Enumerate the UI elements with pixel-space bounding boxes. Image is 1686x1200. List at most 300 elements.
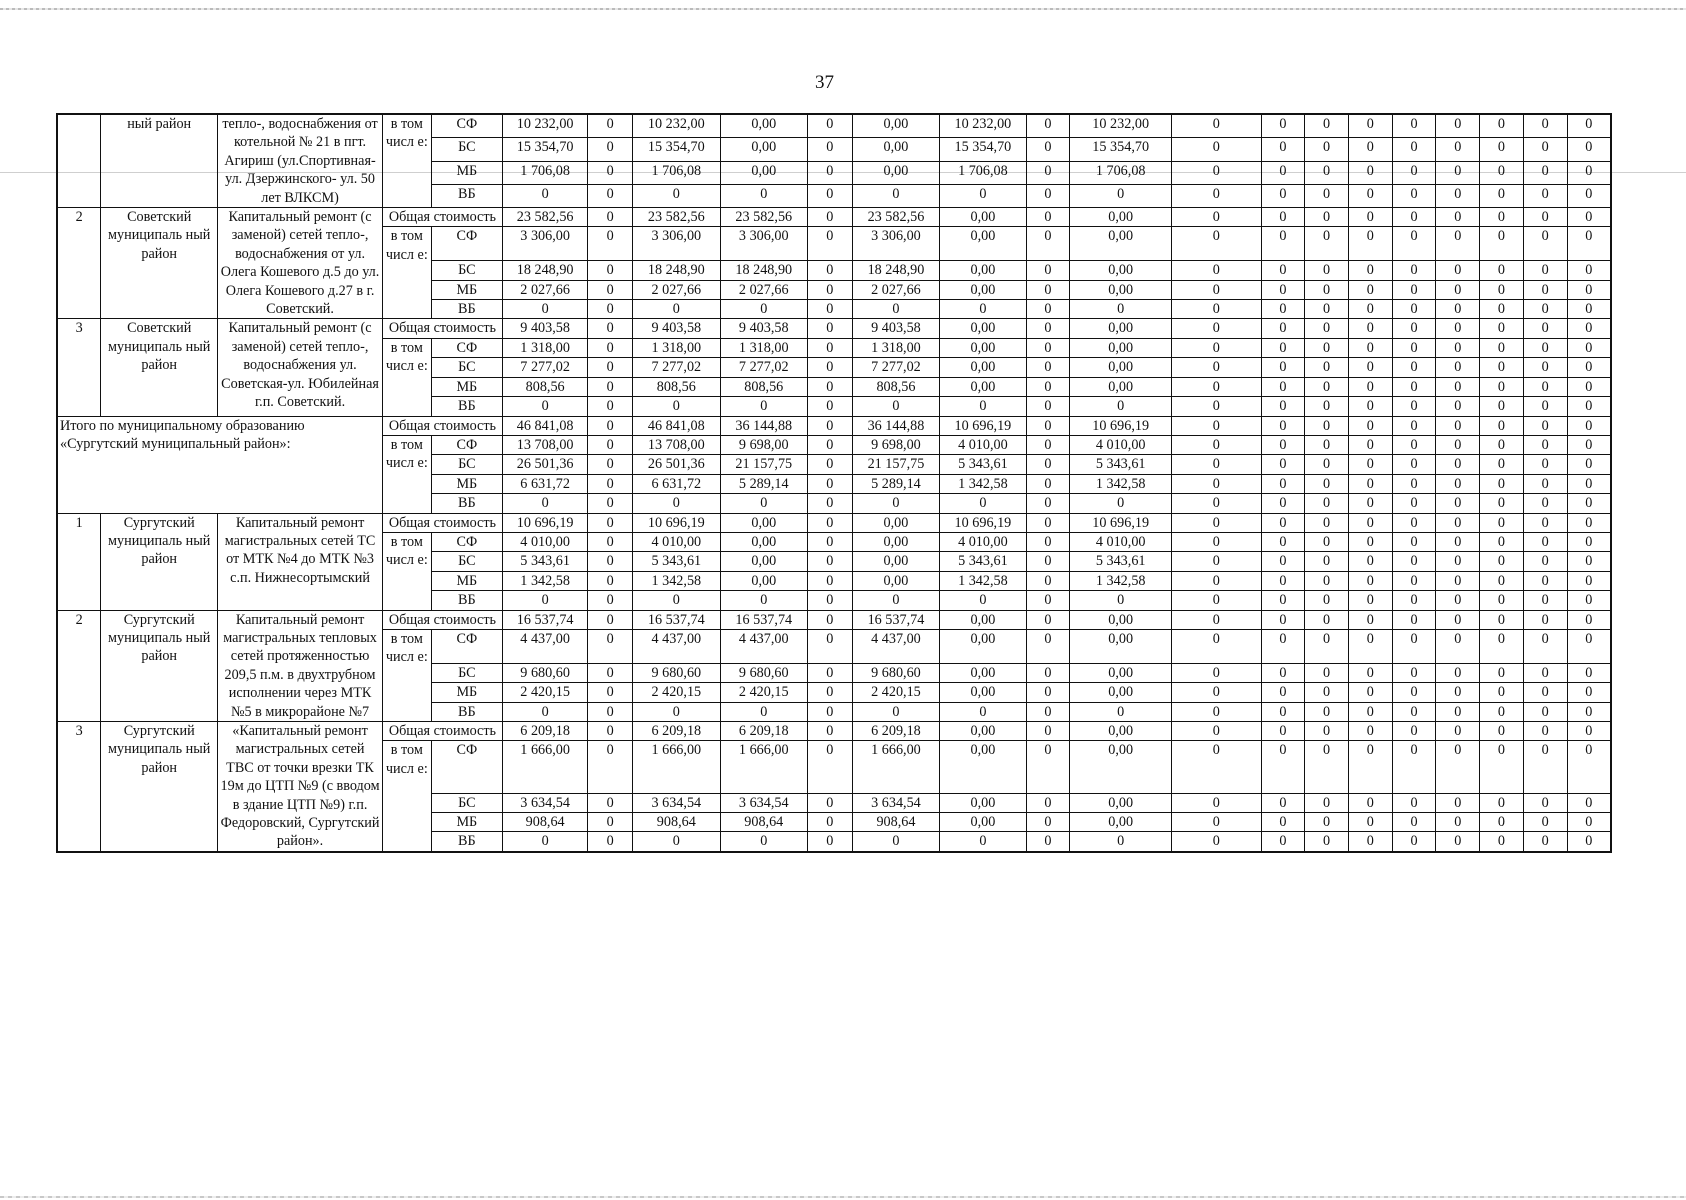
value-cell: 0 (1305, 435, 1349, 454)
value-cell: 0 (588, 610, 633, 629)
value-cell: 0 (1392, 161, 1436, 184)
value-cell: 0 (1172, 832, 1261, 852)
value-cell: 0 (1348, 280, 1392, 299)
value-cell: 0 (1523, 702, 1567, 721)
table-row (57, 114, 1611, 138)
value-cell: 0 (807, 319, 852, 338)
district-name: Сургутский муниципаль ный район (101, 513, 218, 610)
value-cell: 0 (1480, 227, 1524, 261)
value-cell: 0 (1392, 319, 1436, 338)
value-cell: 0 (588, 338, 633, 357)
value-cell: 10 696,19 (1070, 416, 1172, 435)
funding-source: СФ (431, 741, 502, 793)
value-cell: 6 209,18 (720, 722, 807, 741)
value-cell: 0 (1436, 319, 1480, 338)
funding-source: БС (431, 138, 502, 161)
value-cell: 0 (1567, 338, 1611, 357)
value-cell: 0 (1567, 813, 1611, 832)
value-cell: 0 (1480, 571, 1524, 590)
value-cell: 10 696,19 (502, 513, 587, 532)
value-cell: 0 (1348, 793, 1392, 812)
value-cell: 0 (502, 397, 587, 416)
value-cell: 0,00 (720, 513, 807, 532)
value-cell: 0 (1026, 161, 1070, 184)
value-cell: 0,00 (940, 741, 1026, 793)
value-cell: 0 (1480, 629, 1524, 663)
value-cell: 0 (1305, 319, 1349, 338)
value-cell: 0 (1480, 552, 1524, 571)
value-cell: 0 (1567, 513, 1611, 532)
value-cell: 0,00 (852, 513, 939, 532)
value-cell: 0 (807, 702, 852, 721)
value-cell: 0 (1026, 474, 1070, 493)
value-cell: 2 027,66 (852, 280, 939, 299)
value-cell: 0 (1348, 741, 1392, 793)
total-cost-label: Общая стоимость (382, 208, 502, 227)
value-cell: 0 (807, 261, 852, 280)
value-cell: 0 (1392, 813, 1436, 832)
value-cell: 0 (1305, 138, 1349, 161)
value-cell: 0 (1261, 591, 1305, 610)
value-cell: 0 (807, 416, 852, 435)
value-cell: 0 (1261, 813, 1305, 832)
value-cell: 0 (1348, 591, 1392, 610)
funding-source: СФ (431, 114, 502, 138)
value-cell: 0 (1480, 474, 1524, 493)
value-cell: 9 403,58 (720, 319, 807, 338)
value-cell: 0 (1261, 161, 1305, 184)
value-cell: 0 (807, 683, 852, 702)
value-cell: 0 (807, 722, 852, 741)
value-cell: 0 (1261, 793, 1305, 812)
value-cell: 0 (1026, 571, 1070, 590)
value-cell: 0 (633, 494, 720, 513)
value-cell: 0 (1348, 184, 1392, 207)
value-cell: 0 (807, 138, 852, 161)
value-cell: 0 (807, 338, 852, 357)
value-cell: 0 (1026, 397, 1070, 416)
value-cell: 0 (1172, 683, 1261, 702)
value-cell: 0,00 (720, 571, 807, 590)
value-cell: 0 (1172, 513, 1261, 532)
value-cell: 0 (1436, 377, 1480, 396)
value-cell: 0 (1172, 591, 1261, 610)
value-cell: 0,00 (720, 138, 807, 161)
value-cell: 0 (1436, 358, 1480, 377)
including-label: в том числ е: (382, 629, 431, 721)
total-label: Итого по муниципальному образованию «Сургутский муниципальный район»: (57, 416, 382, 513)
value-cell: 0 (940, 184, 1026, 207)
value-cell: 4 437,00 (852, 629, 939, 663)
value-cell: 4 437,00 (633, 629, 720, 663)
value-cell: 0,00 (720, 552, 807, 571)
value-cell: 0 (1348, 377, 1392, 396)
value-cell: 0 (1567, 683, 1611, 702)
value-cell: 0 (1523, 261, 1567, 280)
funding-source: БС (431, 552, 502, 571)
value-cell: 0 (1261, 435, 1305, 454)
value-cell: 0 (1026, 208, 1070, 227)
funding-source: БС (431, 261, 502, 280)
value-cell: 0 (588, 591, 633, 610)
value-cell: 0 (1026, 227, 1070, 261)
value-cell: 0,00 (940, 280, 1026, 299)
value-cell: 0 (1436, 114, 1480, 138)
value-cell: 1 706,08 (502, 161, 587, 184)
value-cell: 1 342,58 (1070, 571, 1172, 590)
value-cell: 0 (807, 532, 852, 551)
value-cell: 0 (588, 494, 633, 513)
value-cell: 0 (1523, 832, 1567, 852)
value-cell: 10 696,19 (633, 513, 720, 532)
value-cell: 1 342,58 (940, 571, 1026, 590)
value-cell: 0 (502, 702, 587, 721)
value-cell: 808,56 (720, 377, 807, 396)
value-cell: 0 (1480, 610, 1524, 629)
value-cell: 0 (1523, 397, 1567, 416)
value-cell: 0,00 (940, 319, 1026, 338)
value-cell: 0 (1436, 741, 1480, 793)
value-cell: 0,00 (852, 161, 939, 184)
value-cell: 0 (1261, 571, 1305, 590)
value-cell: 3 306,00 (502, 227, 587, 261)
value-cell: 7 277,02 (720, 358, 807, 377)
value-cell: 0,00 (1070, 319, 1172, 338)
value-cell: 0 (1305, 184, 1349, 207)
value-cell: 0 (1392, 610, 1436, 629)
value-cell: 0 (1348, 138, 1392, 161)
value-cell: 0 (1172, 114, 1261, 138)
value-cell: 0,00 (1070, 227, 1172, 261)
value-cell: 0,00 (1070, 261, 1172, 280)
value-cell: 0 (502, 184, 587, 207)
value-cell: 4 010,00 (940, 532, 1026, 551)
value-cell: 16 537,74 (852, 610, 939, 629)
value-cell: 0 (1392, 208, 1436, 227)
value-cell: 0 (1305, 455, 1349, 474)
value-cell: 0 (1567, 722, 1611, 741)
value-cell: 0 (1261, 474, 1305, 493)
value-cell: 908,64 (502, 813, 587, 832)
value-cell: 0 (1026, 138, 1070, 161)
value-cell: 0 (1348, 114, 1392, 138)
value-cell: 0 (940, 832, 1026, 852)
value-cell: 0 (1523, 683, 1567, 702)
value-cell: 0 (1261, 702, 1305, 721)
project-name: Капитальный ремонт (с заменой) сетей тепло-, водоснабжения от ул. Олега Кошевого д.5 до ул. Олега Кошевого д.27 в г. Советский. (218, 208, 383, 319)
including-label: в том числ е: (382, 435, 431, 513)
value-cell: 0,00 (940, 629, 1026, 663)
value-cell: 0 (1172, 261, 1261, 280)
value-cell: 0 (1261, 629, 1305, 663)
value-cell: 0 (1523, 513, 1567, 532)
value-cell: 0,00 (852, 552, 939, 571)
table-row (57, 319, 1611, 338)
value-cell: 0 (1261, 338, 1305, 357)
value-cell: 0,00 (940, 208, 1026, 227)
value-cell: 0 (807, 591, 852, 610)
value-cell: 0 (1480, 138, 1524, 161)
value-cell: 0 (588, 227, 633, 261)
value-cell: 0,00 (852, 532, 939, 551)
value-cell: 0 (1305, 532, 1349, 551)
funding-source: МБ (431, 683, 502, 702)
value-cell: 0 (1070, 494, 1172, 513)
value-cell: 0 (588, 455, 633, 474)
value-cell: 0 (1172, 494, 1261, 513)
value-cell: 0 (1480, 591, 1524, 610)
value-cell: 0 (1436, 683, 1480, 702)
value-cell: 0 (720, 591, 807, 610)
value-cell: 0,00 (940, 358, 1026, 377)
value-cell: 0 (1172, 793, 1261, 812)
value-cell: 3 634,54 (720, 793, 807, 812)
value-cell: 0 (1026, 663, 1070, 682)
value-cell: 15 354,70 (633, 138, 720, 161)
value-cell: 0 (1070, 300, 1172, 319)
value-cell: 16 537,74 (502, 610, 587, 629)
value-cell: 0 (1348, 358, 1392, 377)
value-cell: 0,00 (852, 114, 939, 138)
value-cell: 0 (1261, 184, 1305, 207)
value-cell: 0 (1348, 494, 1392, 513)
funding-source: МБ (431, 161, 502, 184)
value-cell: 0 (588, 161, 633, 184)
value-cell: 0 (1523, 300, 1567, 319)
value-cell: 23 582,56 (852, 208, 939, 227)
value-cell: 0 (1480, 377, 1524, 396)
value-cell: 9 680,60 (720, 663, 807, 682)
value-cell: 4 010,00 (633, 532, 720, 551)
value-cell: 0 (1523, 455, 1567, 474)
value-cell: 0 (1348, 552, 1392, 571)
value-cell: 10 232,00 (502, 114, 587, 138)
value-cell: 0 (807, 494, 852, 513)
value-cell: 0 (1567, 793, 1611, 812)
value-cell: 1 342,58 (633, 571, 720, 590)
district-name: Сургутский муниципаль ный район (101, 610, 218, 721)
value-cell: 0 (1567, 741, 1611, 793)
value-cell: 0 (852, 494, 939, 513)
value-cell: 0,00 (940, 793, 1026, 812)
value-cell: 0 (1436, 793, 1480, 812)
value-cell: 0 (1305, 358, 1349, 377)
value-cell: 5 343,61 (502, 552, 587, 571)
value-cell: 0 (940, 591, 1026, 610)
value-cell: 0 (1436, 397, 1480, 416)
item-number: 2 (57, 610, 101, 721)
value-cell: 0 (940, 494, 1026, 513)
value-cell: 0 (1392, 513, 1436, 532)
value-cell: 9 403,58 (852, 319, 939, 338)
district-name: Советский муниципаль ный район (101, 208, 218, 319)
value-cell: 1 318,00 (502, 338, 587, 357)
value-cell: 0 (1172, 184, 1261, 207)
value-cell: 0 (807, 741, 852, 793)
value-cell: 0 (1523, 494, 1567, 513)
value-cell: 0 (633, 591, 720, 610)
value-cell: 18 248,90 (852, 261, 939, 280)
funding-source: БС (431, 663, 502, 682)
value-cell: 0 (1436, 416, 1480, 435)
value-cell: 0 (1480, 208, 1524, 227)
value-cell: 0 (1070, 832, 1172, 852)
value-cell: 0 (1172, 741, 1261, 793)
value-cell: 0 (807, 629, 852, 663)
value-cell: 0 (1480, 319, 1524, 338)
value-cell: 5 289,14 (720, 474, 807, 493)
value-cell: 0 (1436, 513, 1480, 532)
funding-source: СФ (431, 435, 502, 454)
value-cell: 0 (1392, 280, 1436, 299)
value-cell: 0 (1436, 722, 1480, 741)
value-cell: 0 (1026, 494, 1070, 513)
value-cell: 0 (1436, 161, 1480, 184)
value-cell: 0 (1392, 261, 1436, 280)
including-label: в том числ е: (382, 227, 431, 319)
value-cell: 0 (588, 832, 633, 852)
total-cost-label: Общая стоимость (382, 722, 502, 741)
value-cell: 36 144,88 (852, 416, 939, 435)
project-name: «Капитальный ремонт магистральных сетей ТВС от точки врезки ТК 19м до ЦТП №9 (с вводом в здание ЦТП №9) г.п. Федоровский, Сургутский район». (218, 722, 383, 852)
value-cell: 0 (1523, 741, 1567, 793)
value-cell: 0,00 (940, 338, 1026, 357)
value-cell: 0 (1305, 280, 1349, 299)
value-cell: 0,00 (940, 610, 1026, 629)
funding-source: ВБ (431, 702, 502, 721)
value-cell: 0 (1305, 591, 1349, 610)
value-cell: 26 501,36 (502, 455, 587, 474)
value-cell: 0 (1172, 208, 1261, 227)
value-cell: 0 (1348, 629, 1392, 663)
district-name: Сургутский муниципаль ный район (101, 722, 218, 852)
value-cell: 0 (1261, 610, 1305, 629)
value-cell: 0 (807, 358, 852, 377)
value-cell: 0,00 (940, 813, 1026, 832)
value-cell: 0 (807, 114, 852, 138)
district-name: Советский муниципаль ный район (101, 319, 218, 416)
funding-source: ВБ (431, 832, 502, 852)
value-cell: 0 (940, 300, 1026, 319)
value-cell: 0 (588, 702, 633, 721)
value-cell: 0 (1480, 416, 1524, 435)
value-cell: 0 (1523, 793, 1567, 812)
value-cell: 0 (852, 702, 939, 721)
value-cell: 0 (807, 300, 852, 319)
value-cell: 0 (1567, 280, 1611, 299)
value-cell: 0 (633, 184, 720, 207)
value-cell: 0 (588, 571, 633, 590)
value-cell: 0 (1567, 358, 1611, 377)
value-cell: 1 342,58 (940, 474, 1026, 493)
value-cell: 0 (1436, 338, 1480, 357)
funding-source: МБ (431, 280, 502, 299)
value-cell: 9 680,60 (502, 663, 587, 682)
value-cell: 0 (1523, 114, 1567, 138)
value-cell: 0 (1026, 832, 1070, 852)
value-cell: 0 (1567, 208, 1611, 227)
value-cell: 0,00 (940, 261, 1026, 280)
value-cell: 0 (1392, 474, 1436, 493)
value-cell: 0 (1026, 338, 1070, 357)
value-cell: 0 (1436, 227, 1480, 261)
value-cell: 0 (588, 208, 633, 227)
value-cell: 0 (1392, 552, 1436, 571)
value-cell: 16 537,74 (633, 610, 720, 629)
value-cell: 0 (1305, 338, 1349, 357)
value-cell: 0 (1567, 397, 1611, 416)
value-cell: 0 (1523, 474, 1567, 493)
value-cell: 1 342,58 (1070, 474, 1172, 493)
value-cell: 1 318,00 (852, 338, 939, 357)
value-cell: 5 343,61 (1070, 455, 1172, 474)
value-cell: 4 010,00 (1070, 435, 1172, 454)
value-cell: 0 (1261, 227, 1305, 261)
funding-source: СФ (431, 532, 502, 551)
value-cell: 0 (1392, 532, 1436, 551)
value-cell: 3 634,54 (852, 793, 939, 812)
value-cell: 2 420,15 (720, 683, 807, 702)
value-cell: 0 (1172, 813, 1261, 832)
value-cell: 0 (1348, 455, 1392, 474)
scan-border-top (0, 8, 1686, 10)
value-cell: 23 582,56 (502, 208, 587, 227)
table-row (57, 610, 1611, 629)
total-cost-label: Общая стоимость (382, 513, 502, 532)
value-cell: 0 (1026, 722, 1070, 741)
value-cell: 0 (807, 513, 852, 532)
item-number (57, 114, 101, 208)
value-cell: 0 (1305, 610, 1349, 629)
value-cell: 0 (1436, 474, 1480, 493)
value-cell: 0 (807, 832, 852, 852)
value-cell: 0 (1305, 552, 1349, 571)
value-cell: 0 (1172, 474, 1261, 493)
value-cell: 46 841,08 (502, 416, 587, 435)
value-cell: 0 (1305, 416, 1349, 435)
value-cell: 0 (588, 138, 633, 161)
value-cell: 0 (588, 741, 633, 793)
value-cell: 0 (1392, 741, 1436, 793)
value-cell: 0 (940, 397, 1026, 416)
value-cell: 13 708,00 (502, 435, 587, 454)
value-cell: 13 708,00 (633, 435, 720, 454)
value-cell: 0 (1523, 416, 1567, 435)
value-cell: 1 666,00 (852, 741, 939, 793)
value-cell: 0 (1172, 552, 1261, 571)
value-cell: 0 (1567, 435, 1611, 454)
value-cell: 0 (633, 702, 720, 721)
value-cell: 0,00 (1070, 208, 1172, 227)
value-cell: 6 209,18 (502, 722, 587, 741)
value-cell: 0,00 (1070, 663, 1172, 682)
value-cell: 0 (807, 663, 852, 682)
value-cell: 0 (1348, 571, 1392, 590)
value-cell: 15 354,70 (502, 138, 587, 161)
value-cell: 0 (588, 793, 633, 812)
value-cell: 808,56 (852, 377, 939, 396)
value-cell: 908,64 (720, 813, 807, 832)
table-row (57, 722, 1611, 741)
value-cell: 0 (1480, 494, 1524, 513)
value-cell: 0 (1172, 397, 1261, 416)
value-cell: 0 (1523, 338, 1567, 357)
value-cell: 0 (807, 455, 852, 474)
value-cell: 0 (1305, 702, 1349, 721)
value-cell: 0 (1567, 702, 1611, 721)
value-cell: 0 (1436, 532, 1480, 551)
value-cell: 0 (720, 702, 807, 721)
